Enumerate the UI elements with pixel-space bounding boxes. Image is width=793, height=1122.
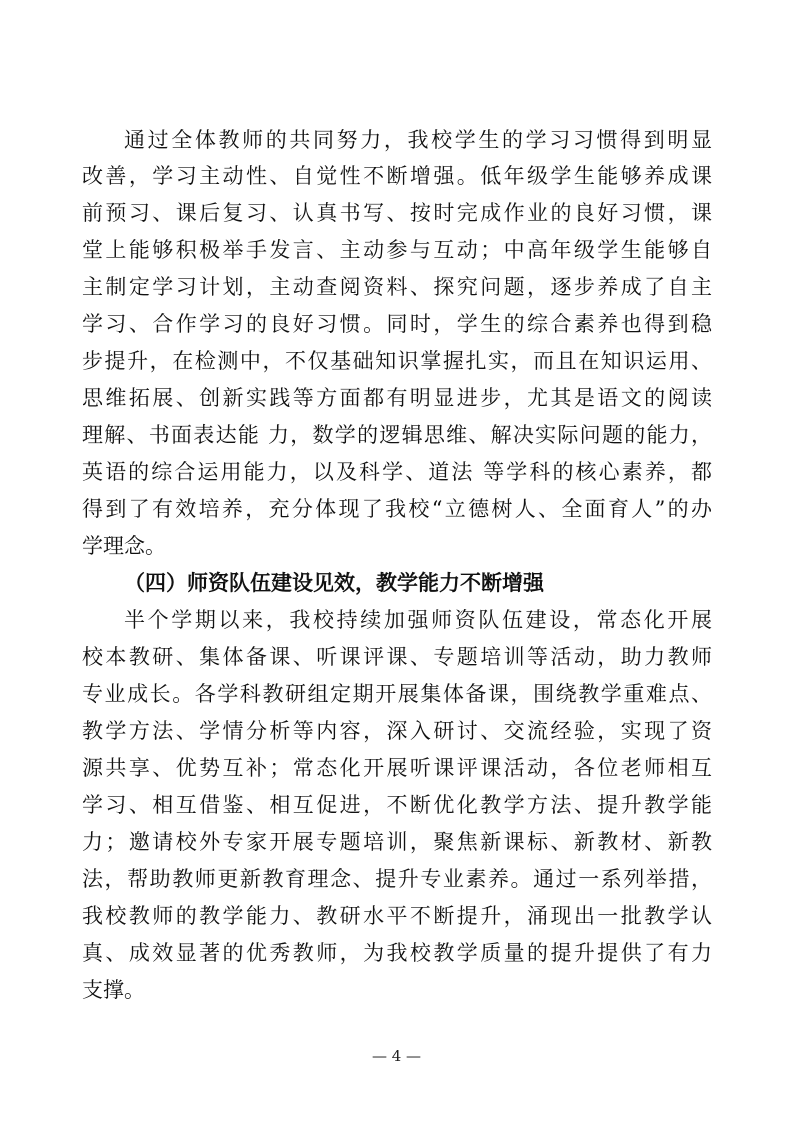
paragraph-line: 得到了有效培养，充分体现了我校“立德树人、全面育人”的办: [82, 497, 712, 521]
paragraph-line: 学习、相互借鉴、相互促进，不断优化教学方法、提升教学能: [82, 793, 712, 817]
paragraph-line: 通过全体教师的共同努力，我校学生的学习习惯得到明显: [124, 128, 712, 152]
paragraph-line: 学习、合作学习的良好习惯。同时，学生的综合素养也得到稳: [82, 312, 712, 336]
paragraph-line: 学理念。: [82, 534, 166, 558]
paragraph-line: 支撑。: [82, 978, 145, 1002]
paragraph-line: 步提升，在检测中，不仅基础知识掌握扎实，而且在知识运用、: [82, 349, 712, 373]
paragraph-line: 前预习、课后复习、认真书写、按时完成作业的良好习惯，课: [82, 201, 712, 225]
paragraph-line: 教学方法、学情分析等内容，深入研讨、交流经验，实现了资: [82, 719, 712, 743]
paragraph-line: 我校教师的教学能力、教研水平不断提升，涌现出一批教学认: [82, 904, 712, 928]
section-heading: （四）师资队伍建设见效，教学能力不断增强: [124, 571, 544, 595]
page-number: — 4 —: [371, 1047, 422, 1065]
paragraph-line: 真、成效显著的优秀教师，为我校教学质量的提升提供了有力: [82, 941, 712, 965]
paragraph-line: 半个学期以来，我校持续加强师资队伍建设，常态化开展: [124, 608, 712, 632]
paragraph-line: 主制定学习计划，主动查阅资料、探究问题，逐步养成了自主: [82, 275, 712, 299]
paragraph-line: 英语的综合运用能力，以及科学、道法 等学科的核心素养，都: [82, 460, 712, 484]
paragraph-line: 校本教研、集体备课、听课评课、专题培训等活动，助力教师: [82, 645, 712, 669]
paragraph-line: 理解、书面表达能 力，数学的逻辑思维、解决实际问题的能力，: [82, 423, 712, 447]
paragraph-line: 源共享、优势互补；常态化开展听课评课活动，各位老师相互: [82, 756, 712, 780]
paragraph-line: 堂上能够积极举手发言、主动参与互动；中高年级学生能够自: [82, 238, 712, 262]
paragraph-line: 思维拓展、创新实践等方面都有明显进步，尤其是语文的阅读: [82, 386, 712, 410]
paragraph-line: 改善，学习主动性、自觉性不断增强。低年级学生能够养成课: [82, 164, 712, 188]
paragraph-line: 力；邀请校外专家开展专题培训，聚焦新课标、新教材、新教: [82, 830, 712, 854]
paragraph-line: 专业成长。各学科教研组定期开展集体备课，围绕教学重难点、: [82, 682, 712, 706]
paragraph-line: 法，帮助教师更新教育理念、提升专业素养。通过一系列举措，: [82, 867, 712, 891]
